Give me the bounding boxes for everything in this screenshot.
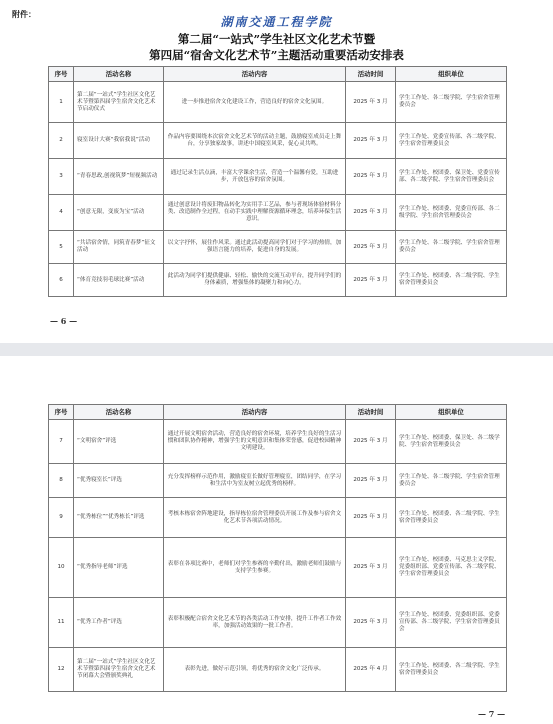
cell-content: 充分发挥榜样示范作用，激励寝室长做好管理寝室，团结同学，在学习和生活中为室友树立起优秀的榜样。 bbox=[164, 464, 346, 498]
cell-no: 3 bbox=[49, 159, 74, 195]
cell-org: 学生工作处、校团委、保卫处、各二级学院、学生宿舍管理委员会 bbox=[396, 420, 507, 464]
table-row bbox=[49, 538, 507, 598]
cell-time: 2025 年 3 月 bbox=[346, 598, 396, 648]
cell-content: 考核本栋宿舍阵地建设，指导栋位宿舍管理委员开展工作及参与宿舍文化艺术节各项活动情况。 bbox=[164, 498, 346, 538]
cell-content: 以文字抒怀，展住作风采。通过此活动提高同学们对于学习的热情，加强语言能力的培养，促进自身的发展。 bbox=[164, 231, 346, 264]
cell-no: 2 bbox=[49, 123, 74, 159]
cell-org: 学生工作处、校团委、党委宣传部、各二级学院、学生宿舍管理委员会 bbox=[396, 195, 507, 231]
header-no: 序号 bbox=[49, 405, 74, 420]
table-row bbox=[49, 159, 507, 195]
header-name: 活动名称 bbox=[74, 67, 164, 82]
cell-content: 作品内容要围绕本次宿舍文化艺术节的活动主题，鼓励寝室成员走上舞台，分享独家故事，讲述中国寝室风采，促心灵共鸣。 bbox=[164, 123, 346, 159]
table-row bbox=[49, 464, 507, 498]
cell-name: 第二届“一站式”学生社区文化艺术节暨第四届学生宿舍文化艺术节启动仪式 bbox=[74, 82, 164, 123]
cell-name: “优秀工作者”评选 bbox=[74, 598, 164, 648]
cell-org: 学生工作处、各二级学院、学生宿舍管理委员会 bbox=[396, 464, 507, 498]
cell-time: 2025 年 3 月 bbox=[346, 498, 396, 538]
cell-time: 2025 年 4 月 bbox=[346, 648, 396, 692]
header-no: 序号 bbox=[49, 67, 74, 82]
cell-no: 6 bbox=[49, 264, 74, 297]
cell-no: 1 bbox=[49, 82, 74, 123]
cell-no: 11 bbox=[49, 598, 74, 648]
cell-no: 10 bbox=[49, 538, 74, 598]
cell-org: 学生工作处、校团委、党委组织部、党委宣传部、各二级学院、学生宿舍管理委员会 bbox=[396, 598, 507, 648]
cell-name: “优秀栋位”“优秀栋长”评选 bbox=[74, 498, 164, 538]
cell-no: 9 bbox=[49, 498, 74, 538]
header-org: 组织单位 bbox=[396, 67, 507, 82]
cell-time: 2025 年 3 月 bbox=[346, 538, 396, 598]
document-page-6 bbox=[0, 0, 553, 343]
document-title-line2: 第四届“宿舍文化艺术节”主题活动重要活动安排表 bbox=[149, 48, 404, 62]
cell-name: 寝室设计大赛“我宿我说”活动 bbox=[74, 123, 164, 159]
table-row bbox=[49, 648, 507, 692]
table-row bbox=[49, 598, 507, 648]
table-row bbox=[49, 420, 507, 464]
cell-name: “体育竞技羽毛球比赛”活动 bbox=[74, 264, 164, 297]
cell-time: 2025 年 3 月 bbox=[346, 264, 396, 297]
cell-org: 学生工作处、各二级学院、学生宿舍管理委员会 bbox=[396, 231, 507, 264]
table-header-row bbox=[49, 67, 507, 82]
header-time: 活动时间 bbox=[346, 405, 396, 420]
cell-no: 4 bbox=[49, 195, 74, 231]
page-gap bbox=[0, 343, 553, 356]
cell-org: 学生工作处、校团委、各二级学院、学生宿舍管理委员会 bbox=[396, 648, 507, 692]
cell-name: “优秀寝室长”评选 bbox=[74, 464, 164, 498]
header-content: 活动内容 bbox=[164, 67, 346, 82]
table-header-row bbox=[49, 405, 507, 420]
cell-content: 表彰先进，做好示范引领，将优秀的宿舍文化广泛传承。 bbox=[164, 648, 346, 692]
cell-content: 通过开展文明宿舍活动，营造良好的宿舍环境，培养学生良好的生活习惯和团队协作精神，增强学生的文明意识和集体荣誉感，促进校园精神文明建设。 bbox=[164, 420, 346, 464]
page-number: — 6 — bbox=[50, 316, 78, 326]
cell-no: 8 bbox=[49, 464, 74, 498]
cell-no: 7 bbox=[49, 420, 74, 464]
cell-time: 2025 年 3 月 bbox=[346, 159, 396, 195]
cell-name: “共话宿舍情，同筑青春梦”征文活动 bbox=[74, 231, 164, 264]
cell-org: 学生工作处、校团委、马克思主义学院、党委组织部、党委宣传部、各二级学院、学生宿舍管理委员会 bbox=[396, 538, 507, 598]
cell-name: “青春思政,创视筑梦”短视频活动 bbox=[74, 159, 164, 195]
header-org: 组织单位 bbox=[396, 405, 507, 420]
table-row bbox=[49, 82, 507, 123]
cell-org: 学生工作处、校团委、各二级学院、学生宿舍管理委员会 bbox=[396, 498, 507, 538]
cell-content: 进一步推进宿舍文化建设工作，营造良好的宿舍文化氛围。 bbox=[164, 82, 346, 123]
cell-name: 第二届“一站式”学生社区文化艺术节暨第四届学生宿舍文化艺术节闭幕大会暨颁奖典礼 bbox=[74, 648, 164, 692]
table-row bbox=[49, 231, 507, 264]
table-row bbox=[49, 264, 507, 297]
activity-table-page6 bbox=[48, 66, 507, 297]
page-number: — 7 — bbox=[478, 709, 506, 719]
cell-name: “创意无限，变废为宝”活动 bbox=[74, 195, 164, 231]
cell-org: 学生工作处、校团委、各二级学院、学生宿舍管理委员会 bbox=[396, 264, 507, 297]
cell-org: 学生工作处、各二级学院、学生宿舍管理委员会 bbox=[396, 82, 507, 123]
cell-no: 12 bbox=[49, 648, 74, 692]
cell-time: 2025 年 3 月 bbox=[346, 231, 396, 264]
cell-time: 2025 年 3 月 bbox=[346, 82, 396, 123]
cell-content: 表彰积极配合宿舍文化艺术节的各类活动工作安排，提升工作者工作效率，加强活动效果的一批工作者。 bbox=[164, 598, 346, 648]
cell-time: 2025 年 3 月 bbox=[346, 195, 396, 231]
header-name: 活动名称 bbox=[74, 405, 164, 420]
table-row bbox=[49, 195, 507, 231]
header-content: 活动内容 bbox=[164, 405, 346, 420]
cell-content: 表彰在各项比赛中，老师们对学生参赛的辛勤付出，激励老师们鼓励与支持学生参赛。 bbox=[164, 538, 346, 598]
table-row bbox=[49, 498, 507, 538]
cell-content: 通过记录生活点滴，丰富大学课余生活，营造一个温馨有爱，互助进步，开放包容的宿舍氛围。 bbox=[164, 159, 346, 195]
school-logo: 湖南交通工程学院 bbox=[220, 15, 333, 29]
cell-name: “文明宿舍”评选 bbox=[74, 420, 164, 464]
document-page-7 bbox=[0, 356, 553, 724]
cell-time: 2025 年 3 月 bbox=[346, 123, 396, 159]
document-title-line1: 第二届“一站式”学生社区文化艺术节暨 bbox=[177, 32, 376, 46]
cell-time: 2025 年 3 月 bbox=[346, 420, 396, 464]
cell-org: 学生工作处、校团委、保卫处、党委宣传部、各二级学院、学生宿舍管理委员会 bbox=[396, 159, 507, 195]
attachment-label: 附件： bbox=[12, 10, 36, 19]
cell-name: “优秀指导老师”评选 bbox=[74, 538, 164, 598]
cell-time: 2025 年 3 月 bbox=[346, 464, 396, 498]
cell-content: 通过创意设计将废旧物品转化为实用手工艺品，参与者现场体验材料分类、改造制作全过程，在动手实践中理解资源循环理念，培养环保生活意识。 bbox=[164, 195, 346, 231]
cell-org: 学生工作处、党委宣传部、各二级学院、学生宿舍管理委员会 bbox=[396, 123, 507, 159]
cell-content: 此活动为同学们提供健康、轻松、愉快的交流互动平台，提升同学们的身体素质，增强集体的凝聚力和向心力。 bbox=[164, 264, 346, 297]
table-row bbox=[49, 123, 507, 159]
cell-no: 5 bbox=[49, 231, 74, 264]
header-time: 活动时间 bbox=[346, 67, 396, 82]
activity-table-page7 bbox=[48, 404, 507, 692]
